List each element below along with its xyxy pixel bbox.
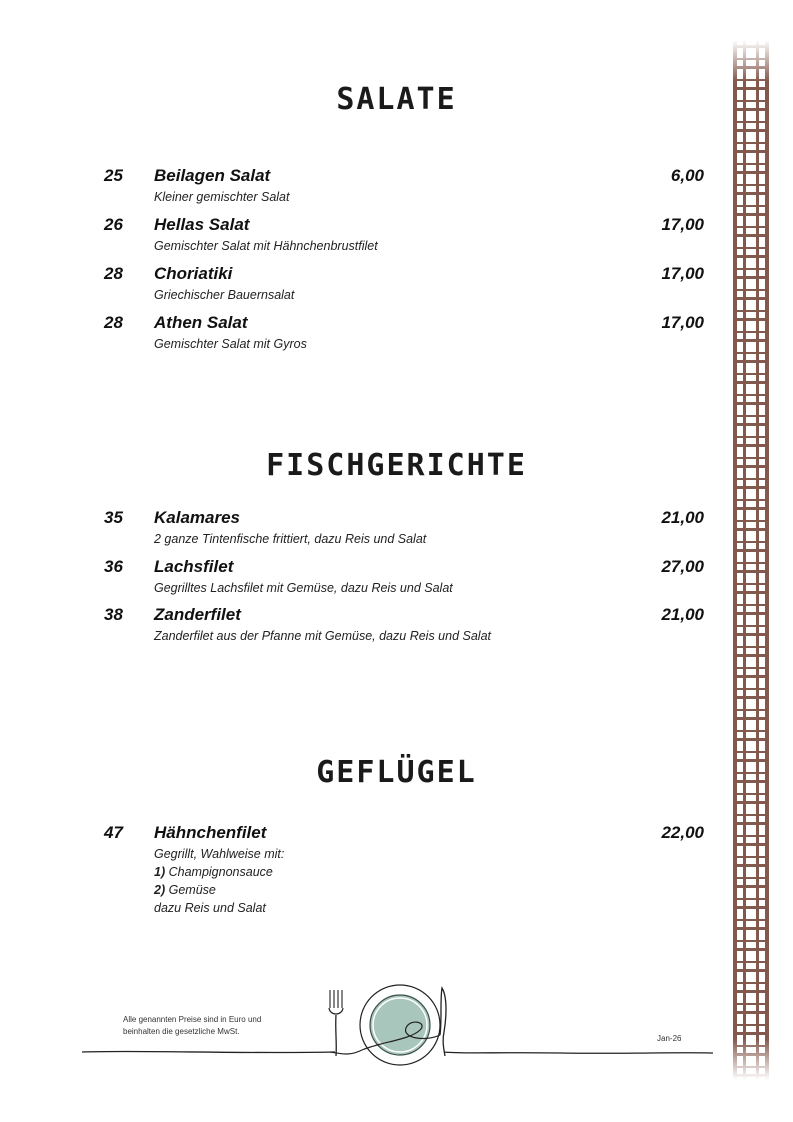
item-name: Kalamares xyxy=(154,508,241,527)
item-price: 21,00 xyxy=(661,605,704,624)
item-description: Griechischer Bauernsalat xyxy=(154,288,295,302)
item-price: 17,00 xyxy=(661,313,704,332)
plate-icon xyxy=(360,985,440,1065)
section-title-fischgerichte: FISCHGERICHTE xyxy=(266,448,527,483)
edition-date: Jan-26 xyxy=(657,1034,682,1043)
item-description: Zanderfilet aus der Pfanne mit Gemüse, dazu Reis und Salat xyxy=(154,629,491,643)
item-name: Beilagen Salat xyxy=(154,166,271,185)
knife-icon xyxy=(440,988,713,1056)
item-price: 22,00 xyxy=(661,823,704,842)
item-price: 21,00 xyxy=(661,508,704,527)
item-description: Kleiner gemischter Salat xyxy=(154,190,290,204)
item-name: Choriatiki xyxy=(154,264,233,283)
item-number: 38 xyxy=(104,605,123,624)
option-line xyxy=(154,863,284,881)
option-text: Champignonsauce xyxy=(168,865,273,879)
item-name: Hellas Salat xyxy=(154,215,250,234)
item-description: Gemischter Salat mit Gyros xyxy=(154,337,307,351)
item-description: Gegrilltes Lachsfilet mit Gemüse, dazu Reis und Salat xyxy=(154,581,453,595)
option-marker: 2) xyxy=(154,883,166,897)
item-name: Hähnchenfilet xyxy=(154,823,267,842)
item-number: 26 xyxy=(104,215,123,234)
item-number: 28 xyxy=(104,313,123,332)
fork-icon xyxy=(329,990,343,1056)
item-number: 28 xyxy=(104,264,123,283)
option-text: Gemüse xyxy=(168,883,216,897)
plate-cutlery-illustration xyxy=(80,980,720,1070)
section-title-salate: SALATE xyxy=(336,82,457,117)
item-number: 25 xyxy=(104,166,123,185)
description-line: dazu Reis und Salat xyxy=(154,901,266,915)
baseline-stroke xyxy=(82,1051,335,1052)
item-number: 35 xyxy=(104,508,123,527)
item-description: 2 ganze Tintenfische frittiert, dazu Reis und Salat xyxy=(154,532,427,546)
description-line: Gegrillt, Wahlweise mit: xyxy=(154,847,285,861)
option-marker: 1) xyxy=(154,865,166,879)
item-name: Zanderfilet xyxy=(154,605,241,624)
item-price: 6,00 xyxy=(670,166,704,185)
price-note-line: beinhalten die gesetzliche MwSt. xyxy=(123,1027,240,1036)
section-title-gefluegel: GEFLÜGEL xyxy=(316,755,477,790)
item-number: 47 xyxy=(104,823,123,842)
greek-key-border xyxy=(733,40,769,1080)
item-name: Athen Salat xyxy=(154,313,248,332)
item-price: 17,00 xyxy=(661,215,704,234)
price-note-line: Alle genannten Preise sind in Euro und xyxy=(123,1015,262,1024)
item-description: Gemischter Salat mit Hähnchenbrustfilet xyxy=(154,239,378,253)
option-line xyxy=(154,881,284,899)
item-price: 17,00 xyxy=(661,264,704,283)
item-price: 27,00 xyxy=(661,557,704,576)
item-name: Lachsfilet xyxy=(154,557,234,576)
item-number: 36 xyxy=(104,557,123,576)
item-description xyxy=(154,845,284,917)
